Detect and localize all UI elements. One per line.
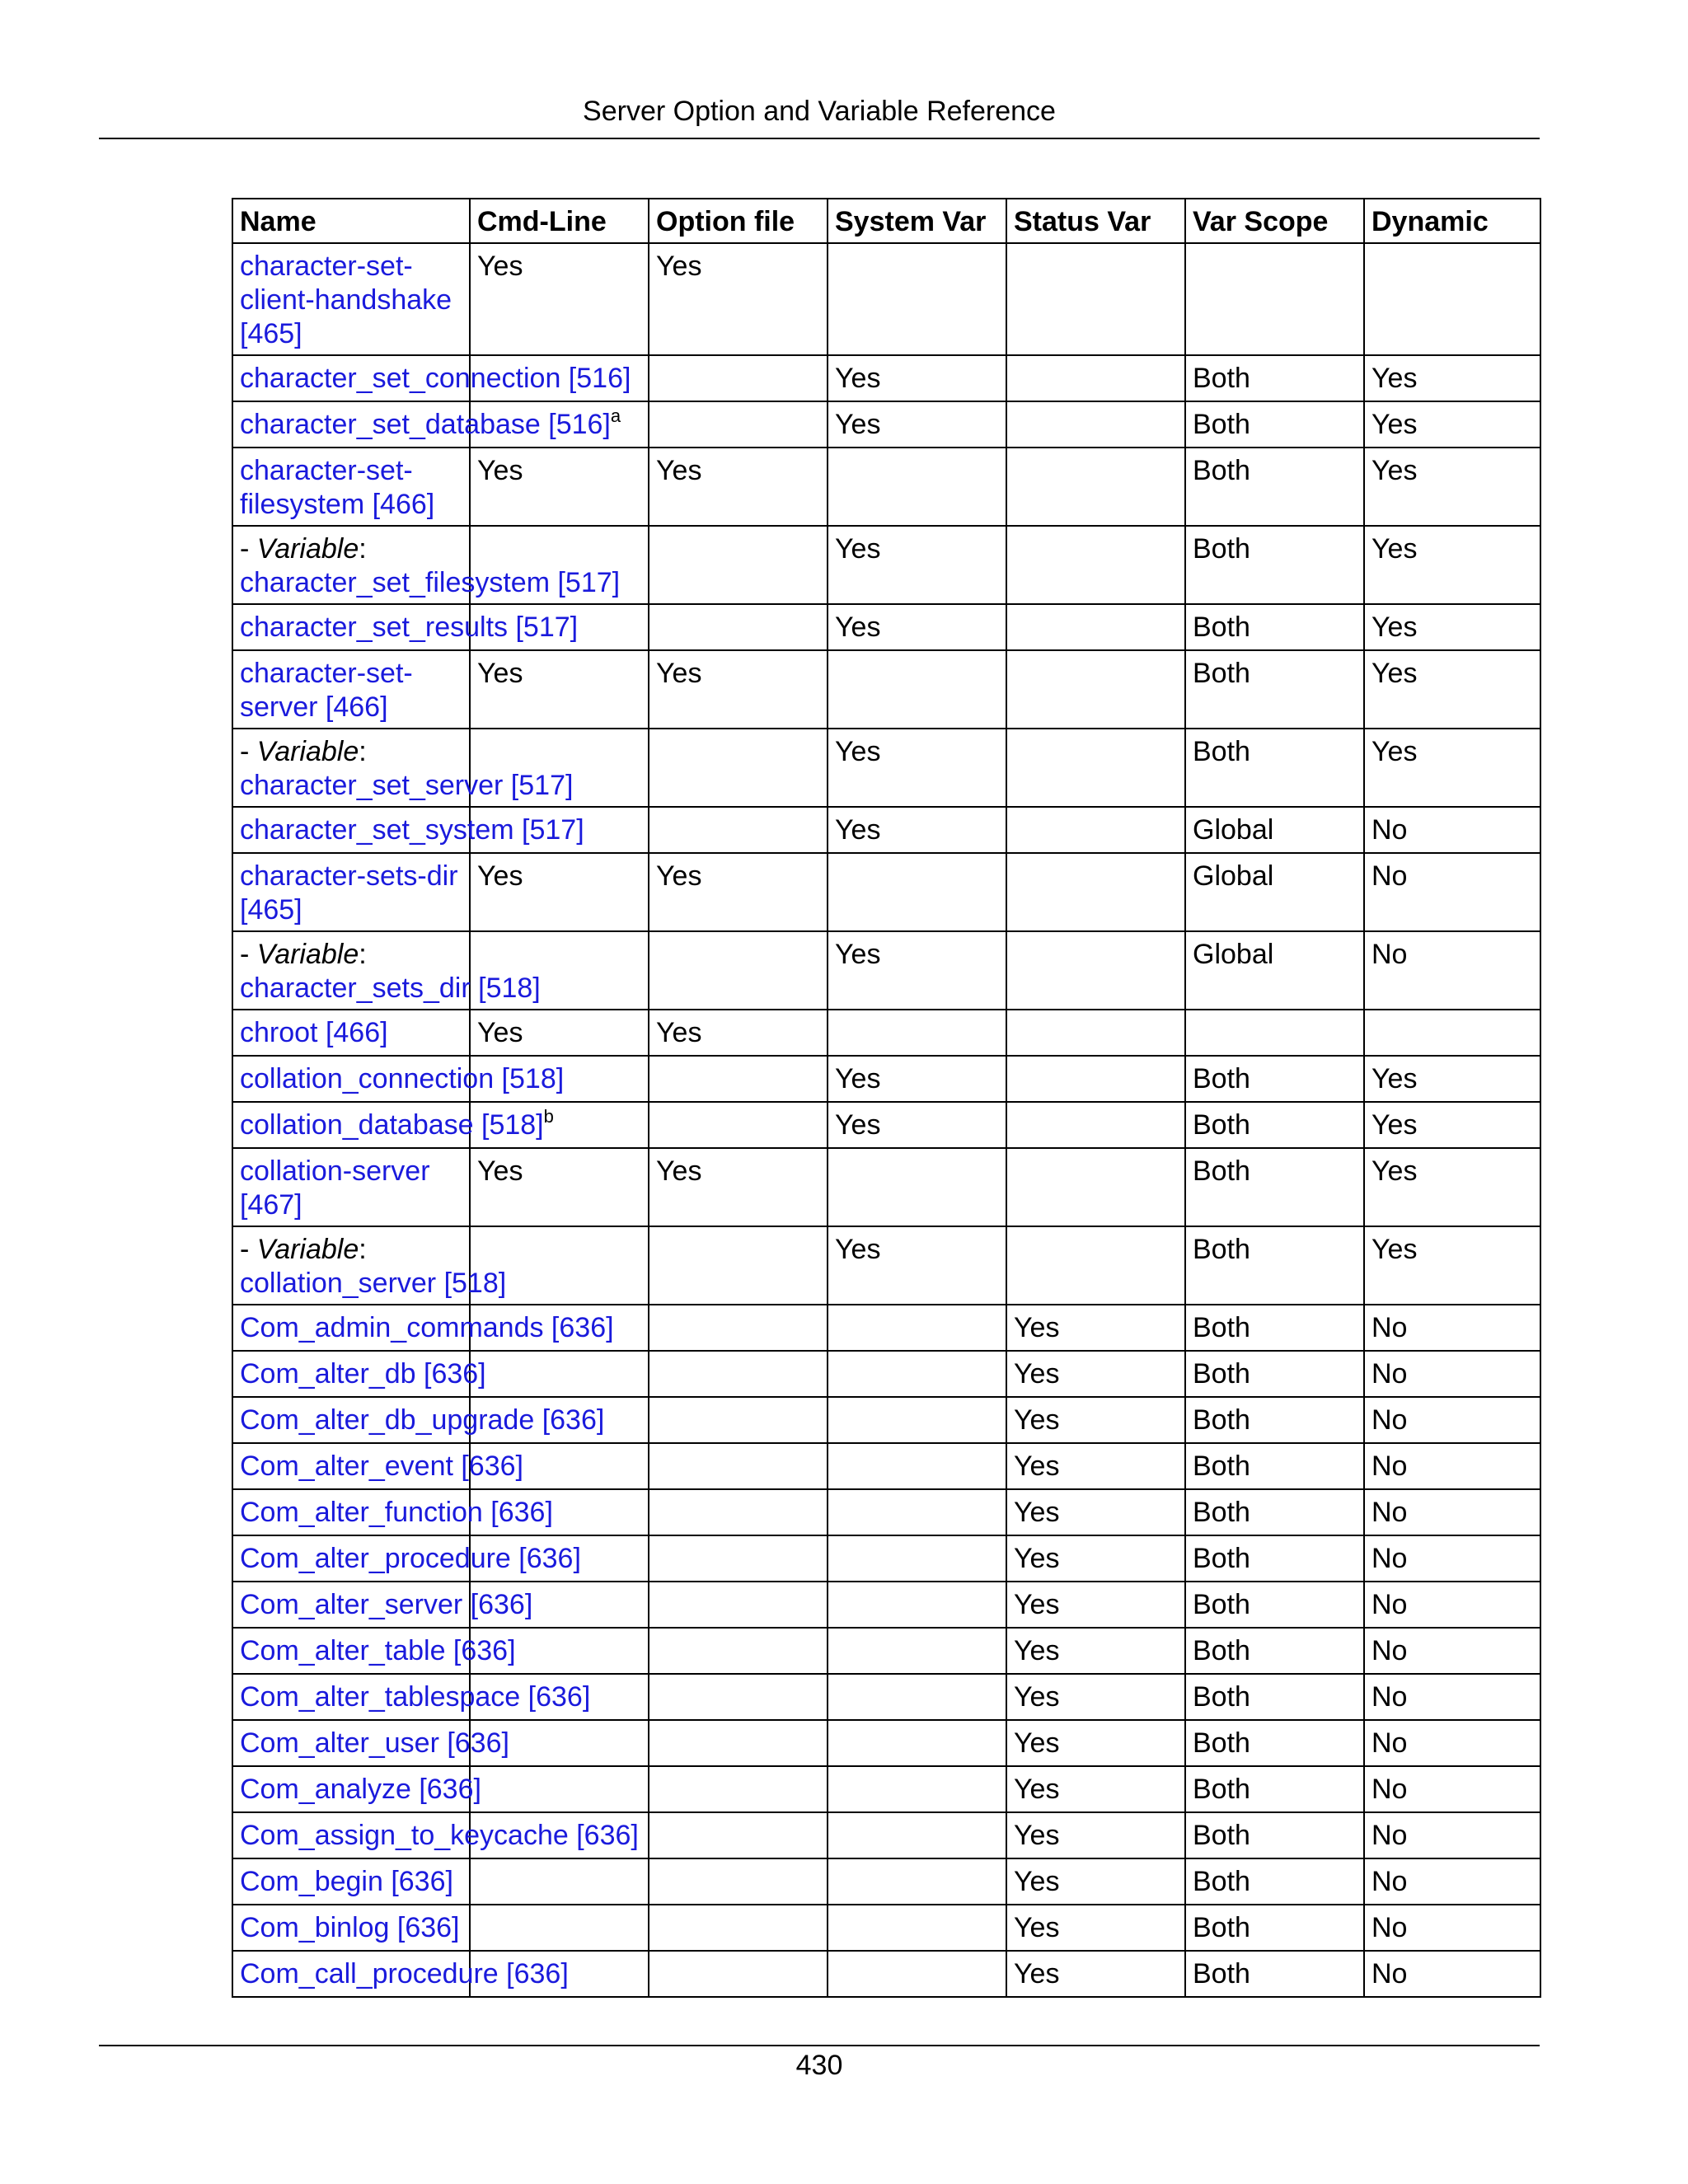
name-cell [240, 1062, 564, 1096]
var-scope-cell: Both [1184, 1813, 1363, 1858]
option-file-cell: Yes [648, 448, 827, 525]
var-scope-cell: Both [1184, 1629, 1363, 1673]
dynamic-cell: No [1363, 1629, 1540, 1673]
option-file-cell [648, 1352, 827, 1396]
table-row [232, 448, 1541, 527]
option-link[interactable]: Com_begin [636] [240, 1866, 453, 1897]
option-link[interactable]: Com_binlog [636] [240, 1912, 460, 1943]
table-row [232, 1536, 1541, 1582]
cmd-line-cell [469, 1352, 648, 1396]
status-var-cell: Yes [1006, 1859, 1184, 1904]
name-cell [240, 250, 462, 351]
cmd-line-cell: Yes [469, 448, 648, 525]
var-scope-cell: Both [1184, 1582, 1363, 1627]
name-cell [240, 1016, 388, 1050]
var-scope-cell: Both [1184, 402, 1363, 447]
variable-prefix: - Variable: [240, 939, 367, 970]
option-link[interactable]: Com_alter_tablespace [636] [240, 1681, 591, 1713]
system-var-cell [827, 1767, 1006, 1811]
var-scope-cell: Both [1184, 1444, 1363, 1488]
var-scope-cell: Both [1184, 1057, 1363, 1101]
system-var-cell [827, 1490, 1006, 1535]
table-row [232, 1905, 1541, 1952]
dynamic-cell: No [1363, 1582, 1540, 1627]
name-cell [240, 1357, 486, 1391]
name-cell [240, 860, 462, 927]
option-link[interactable]: character-​set-​filesystem [466] [240, 455, 435, 520]
column-divider [469, 1149, 471, 1226]
system-var-cell: Yes [827, 605, 1006, 649]
system-var-cell [827, 1398, 1006, 1442]
dynamic-cell: Yes [1363, 356, 1540, 401]
cmd-line-cell: Yes [469, 651, 648, 728]
name-cell [240, 1727, 509, 1760]
name-cell [240, 1155, 462, 1222]
table-row [232, 1721, 1541, 1767]
table-row [232, 932, 1541, 1010]
var-scope-cell: Both [1184, 1149, 1363, 1226]
table-row [232, 1952, 1541, 1998]
option-file-cell [648, 1582, 827, 1627]
cmd-line-cell [469, 1905, 648, 1950]
dynamic-cell: No [1363, 1905, 1540, 1950]
column-header-var-scope: Var Scope [1184, 199, 1363, 242]
var-scope-cell [1184, 1010, 1363, 1055]
system-var-cell [827, 448, 1006, 525]
system-var-cell [827, 651, 1006, 728]
status-var-cell: Yes [1006, 1767, 1184, 1811]
var-scope-cell: Global [1184, 808, 1363, 852]
option-link[interactable]: Com_admin_commands [636] [240, 1312, 614, 1343]
var-scope-cell: Both [1184, 1905, 1363, 1950]
name-cell [240, 1311, 614, 1345]
var-scope-cell [1184, 244, 1363, 354]
footnote-marker[interactable]: b [543, 1106, 554, 1127]
dynamic-cell: Yes [1363, 527, 1540, 603]
table-row [232, 1813, 1541, 1859]
name-cell [240, 1450, 523, 1483]
name-cell [240, 1819, 639, 1853]
option-link[interactable]: character_set_filesystem [517] [240, 567, 621, 598]
table-row [232, 402, 1541, 448]
status-var-cell [1006, 932, 1184, 1009]
option-file-cell [648, 402, 827, 447]
table-row [232, 527, 1541, 605]
table-row [232, 1444, 1541, 1490]
column-header-status-var: Status Var [1006, 199, 1184, 242]
status-var-cell [1006, 356, 1184, 401]
dynamic-cell: No [1363, 1305, 1540, 1350]
table-row [232, 1305, 1541, 1352]
variable-prefix: - Variable: [240, 533, 367, 565]
variable-prefix: - Variable: [240, 1234, 367, 1265]
column-header-cmd-line: Cmd-Line [469, 199, 648, 242]
option-file-cell [648, 1536, 827, 1581]
table-row [232, 1352, 1541, 1398]
option-file-cell [648, 1398, 827, 1442]
option-link[interactable]: chroot [466] [240, 1017, 388, 1048]
status-var-cell: Yes [1006, 1398, 1184, 1442]
table-row [232, 1767, 1541, 1813]
option-file-cell [648, 1813, 827, 1858]
name-cell [240, 1588, 532, 1622]
var-scope-cell: Both [1184, 1103, 1363, 1147]
option-file-cell: Yes [648, 1010, 827, 1055]
table-header-row [232, 198, 1541, 244]
option-link[interactable]: Com_alter_user [636] [240, 1727, 509, 1759]
name-cell [240, 1865, 453, 1899]
var-scope-cell: Both [1184, 448, 1363, 525]
dynamic-cell: Yes [1363, 1227, 1540, 1304]
option-link[interactable]: collation_server [518] [240, 1268, 507, 1299]
option-file-cell [648, 356, 827, 401]
var-scope-cell: Both [1184, 605, 1363, 649]
status-var-cell: Yes [1006, 1905, 1184, 1950]
var-scope-cell: Both [1184, 651, 1363, 728]
option-file-cell [648, 1057, 827, 1101]
column-divider [469, 1859, 471, 1904]
cmd-line-cell: Yes [469, 1010, 648, 1055]
status-var-cell [1006, 1149, 1184, 1226]
dynamic-cell: Yes [1363, 448, 1540, 525]
dynamic-cell: No [1363, 1859, 1540, 1904]
status-var-cell [1006, 1057, 1184, 1101]
option-link[interactable]: character-​sets-​dir [465] [240, 860, 458, 926]
option-link[interactable]: Com_alter_event [636] [240, 1451, 523, 1482]
dynamic-cell: No [1363, 1952, 1540, 1996]
option-link[interactable]: character-​set-​client-​handshake [465] [240, 251, 452, 349]
system-var-cell [827, 1352, 1006, 1396]
dynamic-cell: Yes [1363, 1057, 1540, 1101]
dynamic-cell [1363, 1010, 1540, 1055]
system-var-cell [827, 1582, 1006, 1627]
dynamic-cell: Yes [1363, 729, 1540, 806]
table-row [232, 854, 1541, 932]
name-cell [240, 938, 541, 1005]
var-scope-cell: Both [1184, 1536, 1363, 1581]
dynamic-cell: No [1363, 1490, 1540, 1535]
option-link[interactable]: Com_alter_db [636] [240, 1358, 486, 1390]
var-scope-cell: Both [1184, 1490, 1363, 1535]
column-header-system-var: System Var [827, 199, 1006, 242]
status-var-cell [1006, 244, 1184, 354]
option-link[interactable]: Com_alter_function [636] [240, 1497, 553, 1528]
var-scope-cell: Both [1184, 1675, 1363, 1719]
option-link[interactable]: collation_connection [518] [240, 1063, 565, 1094]
system-var-cell: Yes [827, 932, 1006, 1009]
status-var-cell: Yes [1006, 1444, 1184, 1488]
system-var-cell [827, 854, 1006, 930]
column-divider [469, 1010, 471, 1055]
option-link[interactable]: character_set_server [517] [240, 770, 574, 801]
name-cell [240, 1233, 506, 1301]
dynamic-cell: No [1363, 1536, 1540, 1581]
var-scope-cell: Global [1184, 854, 1363, 930]
option-file-cell [648, 808, 827, 852]
option-file-cell [648, 1721, 827, 1765]
name-cell [240, 735, 573, 803]
status-var-cell [1006, 1227, 1184, 1304]
status-var-cell [1006, 808, 1184, 852]
cmd-line-cell: Yes [469, 1149, 648, 1226]
dynamic-cell [1363, 244, 1540, 354]
column-header-option-file: Option file [648, 199, 827, 242]
table-row [232, 1103, 1541, 1149]
dynamic-cell: Yes [1363, 402, 1540, 447]
status-var-cell [1006, 402, 1184, 447]
name-cell [240, 611, 578, 644]
system-var-cell [827, 244, 1006, 354]
var-scope-cell: Both [1184, 1398, 1363, 1442]
option-link[interactable]: Com_alter_server [636] [240, 1589, 533, 1620]
option-file-cell [648, 1859, 827, 1904]
option-file-cell [648, 1490, 827, 1535]
name-cell [240, 1911, 460, 1945]
cmd-line-cell: Yes [469, 854, 648, 930]
system-var-cell: Yes [827, 1057, 1006, 1101]
option-file-cell [648, 1444, 827, 1488]
system-var-cell [827, 1675, 1006, 1719]
column-divider [469, 854, 471, 930]
table-row [232, 1582, 1541, 1629]
option-file-cell [648, 932, 827, 1009]
name-cell [240, 454, 462, 522]
status-var-cell: Yes [1006, 1721, 1184, 1765]
var-scope-cell: Both [1184, 729, 1363, 806]
name-cell [240, 1680, 590, 1714]
table-row [232, 605, 1541, 651]
status-var-cell [1006, 1103, 1184, 1147]
system-var-cell [827, 1010, 1006, 1055]
dynamic-cell: No [1363, 808, 1540, 852]
table-row [232, 651, 1541, 729]
column-header-dynamic: Dynamic [1363, 199, 1540, 242]
system-var-cell [827, 1813, 1006, 1858]
dynamic-cell: No [1363, 1352, 1540, 1396]
option-file-cell [648, 1103, 827, 1147]
status-var-cell: Yes [1006, 1305, 1184, 1350]
table-row [232, 729, 1541, 808]
option-file-cell: Yes [648, 1149, 827, 1226]
name-cell [240, 532, 620, 600]
column-divider [469, 244, 471, 354]
variable-prefix: - Variable: [240, 736, 367, 767]
status-var-cell [1006, 1010, 1184, 1055]
name-cell [240, 1542, 581, 1576]
dynamic-cell: No [1363, 1813, 1540, 1858]
var-scope-cell: Both [1184, 1227, 1363, 1304]
dynamic-cell: Yes [1363, 605, 1540, 649]
system-var-cell [827, 1952, 1006, 1996]
table-row [232, 1057, 1541, 1103]
status-var-cell: Yes [1006, 1675, 1184, 1719]
page-header-title: Server Option and Variable Reference [583, 96, 1056, 127]
status-var-cell: Yes [1006, 1490, 1184, 1535]
option-file-cell [648, 1227, 827, 1304]
name-cell [240, 1957, 569, 1991]
table-row [232, 1675, 1541, 1721]
system-var-cell: Yes [827, 729, 1006, 806]
var-scope-cell: Both [1184, 1859, 1363, 1904]
name-cell [240, 1108, 554, 1142]
option-file-cell [648, 527, 827, 603]
status-var-cell [1006, 651, 1184, 728]
table-row [232, 1149, 1541, 1227]
system-var-cell: Yes [827, 1227, 1006, 1304]
status-var-cell [1006, 854, 1184, 930]
column-header-name: Name [240, 206, 316, 237]
option-link[interactable]: character_set_results [517] [240, 612, 579, 643]
table-body [232, 244, 1541, 1998]
option-file-cell: Yes [648, 244, 827, 354]
column-divider [469, 651, 471, 728]
system-var-cell [827, 1629, 1006, 1673]
table-row [232, 1629, 1541, 1675]
name-cell [240, 362, 631, 396]
option-link[interactable]: Com_assign_to_keycache [636] [240, 1820, 639, 1851]
dynamic-cell: Yes [1363, 651, 1540, 728]
var-scope-cell: Both [1184, 1952, 1363, 1996]
dynamic-cell: No [1363, 1398, 1540, 1442]
var-scope-cell: Both [1184, 1721, 1363, 1765]
system-var-cell: Yes [827, 402, 1006, 447]
table-row [232, 1010, 1541, 1057]
status-var-cell: Yes [1006, 1582, 1184, 1627]
var-scope-cell: Both [1184, 1767, 1363, 1811]
reference-table [232, 198, 1541, 1998]
cmd-line-cell [469, 1767, 648, 1811]
option-file-cell [648, 1905, 827, 1950]
dynamic-cell: No [1363, 1675, 1540, 1719]
dynamic-cell: No [1363, 1444, 1540, 1488]
option-file-cell [648, 1767, 827, 1811]
name-cell [240, 1773, 481, 1807]
system-var-cell [827, 1149, 1006, 1226]
system-var-cell: Yes [827, 1103, 1006, 1147]
status-var-cell: Yes [1006, 1813, 1184, 1858]
cmd-line-cell [469, 1859, 648, 1904]
status-var-cell [1006, 448, 1184, 525]
column-divider [469, 1905, 471, 1950]
name-cell [240, 657, 462, 724]
dynamic-cell: Yes [1363, 1103, 1540, 1147]
status-var-cell: Yes [1006, 1629, 1184, 1673]
table-row [232, 1859, 1541, 1905]
system-var-cell: Yes [827, 356, 1006, 401]
footnote-marker[interactable]: a [610, 405, 621, 426]
option-file-cell [648, 1629, 827, 1673]
table-row [232, 808, 1541, 854]
table-row [232, 1490, 1541, 1536]
dynamic-cell: No [1363, 854, 1540, 930]
option-file-cell [648, 1305, 827, 1350]
var-scope-cell: Both [1184, 356, 1363, 401]
header-rule [99, 138, 1540, 139]
table-row [232, 1227, 1541, 1305]
system-var-cell [827, 1305, 1006, 1350]
option-link[interactable]: collation_database [518] [240, 1109, 544, 1141]
name-cell [240, 813, 584, 847]
table-row [232, 356, 1541, 402]
system-var-cell [827, 1859, 1006, 1904]
status-var-cell [1006, 605, 1184, 649]
var-scope-cell: Both [1184, 527, 1363, 603]
cmd-line-cell: Yes [469, 244, 648, 354]
name-cell [240, 1404, 604, 1437]
footer-rule [99, 2045, 1540, 2046]
option-link[interactable]: Com_alter_db_upgrade [636] [240, 1404, 605, 1436]
dynamic-cell: No [1363, 1767, 1540, 1811]
table-row [232, 1398, 1541, 1444]
option-link[interactable]: collation-​server [467] [240, 1155, 430, 1221]
name-cell [240, 1634, 516, 1668]
option-link[interactable]: character_set_database [516] [240, 409, 611, 440]
status-var-cell: Yes [1006, 1952, 1184, 1996]
column-divider [469, 448, 471, 525]
system-var-cell: Yes [827, 808, 1006, 852]
option-link[interactable]: character-​set-​server [466] [240, 658, 413, 723]
option-link[interactable]: character_set_system [517] [240, 814, 584, 846]
option-link[interactable]: character_set_connection [516] [240, 363, 631, 394]
dynamic-cell: No [1363, 1721, 1540, 1765]
name-cell [240, 405, 621, 442]
system-var-cell: Yes [827, 527, 1006, 603]
system-var-cell [827, 1444, 1006, 1488]
option-file-cell [648, 1675, 827, 1719]
option-link[interactable]: Com_alter_procedure [636] [240, 1543, 581, 1574]
page-number: 430 [795, 2050, 843, 2081]
option-file-cell [648, 605, 827, 649]
dynamic-cell: Yes [1363, 1149, 1540, 1226]
system-var-cell [827, 1536, 1006, 1581]
var-scope-cell: Both [1184, 1352, 1363, 1396]
option-file-cell [648, 1952, 827, 1996]
table-row [232, 244, 1541, 356]
name-cell [240, 1496, 553, 1530]
option-file-cell [648, 729, 827, 806]
status-var-cell [1006, 527, 1184, 603]
option-link[interactable]: character_sets_dir [518] [240, 972, 541, 1004]
status-var-cell: Yes [1006, 1536, 1184, 1581]
option-file-cell: Yes [648, 651, 827, 728]
option-link[interactable]: Com_analyze [636] [240, 1774, 481, 1805]
option-link[interactable]: Com_alter_table [636] [240, 1635, 516, 1666]
system-var-cell [827, 1905, 1006, 1950]
option-link[interactable]: Com_call_procedure [636] [240, 1958, 569, 1990]
status-var-cell: Yes [1006, 1352, 1184, 1396]
option-file-cell: Yes [648, 854, 827, 930]
var-scope-cell: Both [1184, 1305, 1363, 1350]
var-scope-cell: Global [1184, 932, 1363, 1009]
dynamic-cell: No [1363, 932, 1540, 1009]
status-var-cell [1006, 729, 1184, 806]
system-var-cell [827, 1721, 1006, 1765]
